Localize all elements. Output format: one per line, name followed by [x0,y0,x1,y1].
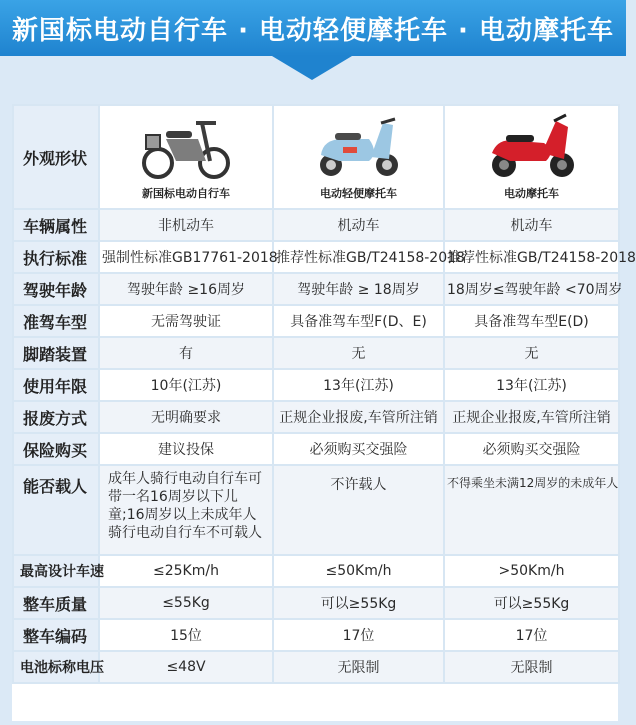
cell-ebike: 有 [99,337,273,369]
row-label: 最高设计车速 [13,555,99,587]
motorcycle-icon [482,113,582,183]
cell-scooter: 正规企业报废,车管所注销 [273,401,444,433]
cell-scooter: 17位 [273,619,444,651]
motorcycle-caption: 电动摩托车 [504,187,559,200]
row-label: 使用年限 [13,369,99,401]
cell-motorcycle: 18周岁≤驾驶年龄 <70周岁 [444,273,619,305]
cell-ebike: ≤48V [99,651,273,683]
table-row [13,369,619,401]
cell-motorcycle: 正规企业报废,车管所注销 [444,401,619,433]
ebike-caption: 新国标电动自行车 [142,187,230,200]
cell-ebike: 驾驶年龄 ≥16周岁 [99,273,273,305]
table-row [13,305,619,337]
cell-motorcycle: 无 [444,337,619,369]
cell-ebike: 强制性标准GB17761-2018 [99,241,273,273]
cell-scooter: 13年(江苏) [273,369,444,401]
cell-scooter: 无 [273,337,444,369]
cell-scooter: 驾驶年龄 ≥ 18周岁 [273,273,444,305]
cell-motorcycle: 17位 [444,619,619,651]
cell-ebike: 无明确要求 [99,401,273,433]
cell-scooter: 具备准驾车型F(D、E) [273,305,444,337]
banner-notch [272,56,352,80]
cell-ebike: 建议投保 [99,433,273,465]
scooter-icon [309,113,409,183]
cell-ebike: 无需驾驶证 [99,305,273,337]
table-row [13,337,619,369]
cell-scooter: 可以≥55Kg [273,587,444,619]
scooter-caption: 电动轻便摩托车 [320,187,397,200]
cell-ebike: 成年人骑行电动自行车可带一名16周岁以下儿童;16周岁以上未成年人骑行电动自行车不可载人 [99,465,273,555]
cell-scooter: 机动车 [273,209,444,241]
row-label: 准驾车型 [13,305,99,337]
table-row [13,401,619,433]
appearance-row [13,105,619,209]
row-label: 能否载人 [13,465,99,555]
cell-scooter: ≤50Km/h [273,555,444,587]
cell-motorcycle: 推荐性标准GB/T24158-2018 [444,241,619,273]
page-title: 新国标电动自行车 · 电动轻便摩托车 · 电动摩托车 [12,15,614,46]
cell-motorcycle: >50Km/h [444,555,619,587]
cell-ebike: ≤55Kg [99,587,273,619]
cell-scooter: 无限制 [273,651,444,683]
table-row [13,209,619,241]
cell-ebike: ≤25Km/h [99,555,273,587]
row-label: 脚踏装置 [13,337,99,369]
table-row [13,273,619,305]
cell-scooter: 不许载人 [273,465,444,555]
row-label: 车辆属性 [13,209,99,241]
table-row [13,587,619,619]
cell-scooter: 推荐性标准GB/T24158-2018 [273,241,444,273]
e-bike-icon [136,113,236,183]
comparison-table [12,104,636,684]
table-row [13,651,619,683]
ebike-cell [99,105,273,209]
table-row [13,619,619,651]
cell-scooter: 必须购买交强险 [273,433,444,465]
row-label: 整车编码 [13,619,99,651]
cell-motorcycle: 13年(江苏) [444,369,619,401]
row-label: 保险购买 [13,433,99,465]
row-label-appearance: 外观形状 [13,105,99,209]
table-row [13,465,619,555]
table-row [13,555,619,587]
cell-motorcycle: 具备准驾车型E(D) [444,305,619,337]
table-row [13,433,619,465]
cell-motorcycle: 机动车 [444,209,619,241]
row-label: 整车质量 [13,587,99,619]
cell-motorcycle: 不得乘坐未满12周岁的未成年人 [444,465,619,555]
row-label: 电池标称电压 [13,651,99,683]
cell-ebike: 10年(江苏) [99,369,273,401]
scooter-cell [273,105,444,209]
table-row [13,241,619,273]
cell-motorcycle: 无限制 [444,651,619,683]
cell-ebike: 非机动车 [99,209,273,241]
cell-motorcycle: 可以≥55Kg [444,587,619,619]
row-label: 执行标准 [13,241,99,273]
cell-ebike: 15位 [99,619,273,651]
cell-motorcycle: 必须购买交强险 [444,433,619,465]
row-label: 驾驶年龄 [13,273,99,305]
row-label: 报废方式 [13,401,99,433]
motorcycle-cell [444,105,619,209]
